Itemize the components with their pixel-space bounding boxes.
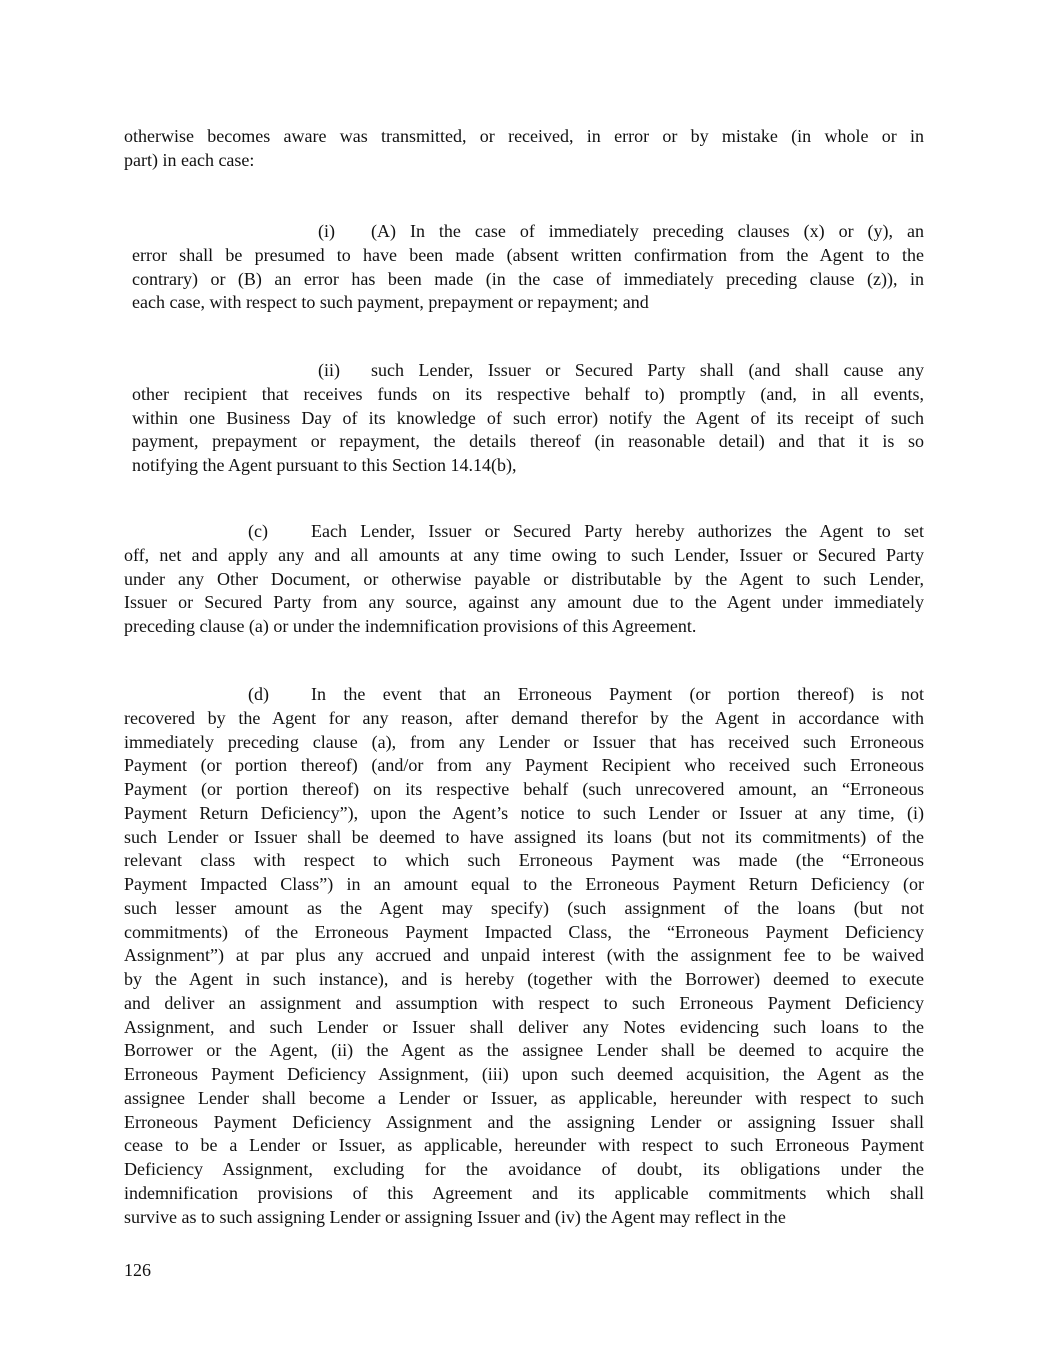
clause-first-line: (A) In the case of immediately preceding clauses (x) or (y), an: [371, 221, 924, 241]
text-line: under any Other Document, or otherwise payable or distributable by the Agent to such Lender,: [124, 568, 924, 589]
text-line: such lesser amount as the Agent may specify) (such assignment of the loans (but not: [124, 897, 924, 918]
clause-label: (i): [318, 221, 335, 241]
text-line: [124, 520, 924, 544]
clause-label: (d): [248, 684, 269, 704]
text-line: [124, 683, 924, 707]
text-line: indemnification provisions of this Agreement and its applicable commitments which shall: [124, 1182, 924, 1203]
page-number: 126: [124, 1260, 151, 1280]
paragraph-clause-ii: [132, 359, 924, 478]
text-line: commitments) of the Erroneous Payment Impacted Class, the “Erroneous Payment Deficiency: [124, 921, 924, 942]
paragraph-clause-c: [124, 520, 924, 639]
text-line: by the Agent in such instance), and is hereby (together with the Borrower) deemed to execute: [124, 969, 924, 989]
text-line: such Lender or Issuer shall be deemed to have assigned its loans (but not its commitments) of the: [124, 826, 924, 847]
text-line: immediately preceding clause (a), from any Lender or Issuer that has received such Erroneous: [124, 731, 924, 752]
text-line: relevant class with respect to which such Erroneous Payment was made (the “Erroneous: [124, 850, 924, 871]
text-line: and deliver an assignment and assumption with respect to such Erroneous Payment Deficiency: [124, 992, 924, 1013]
text-line: cease to be a Lender or Issuer, as applicable, hereunder with respect to such Erroneous Payment: [124, 1135, 924, 1156]
clause-first-line: In the event that an Erroneous Payment (or portion thereof) is not: [311, 684, 924, 704]
text-line: Borrower or the Agent, (ii) the Agent as the assignee Lender shall be deemed to acquire the: [124, 1040, 924, 1061]
text-line: survive as to such assigning Lender or assigning Issuer and (iv) the Agent may reflect in the: [124, 1206, 786, 1227]
paragraph-clause-d: [124, 683, 924, 1229]
text-line: notifying the Agent pursuant to this Section 14.14(b),: [132, 455, 517, 475]
text-line: Assignment, and such Lender or Issuer shall deliver any Notes evidencing such loans to the: [124, 1016, 924, 1037]
text-line: Erroneous Payment Deficiency Assignment, (iii) upon such deemed acquisition, the Agent as the: [124, 1064, 924, 1084]
text-line: Deficiency Assignment, excluding for the avoidance of doubt, its obligations under the: [124, 1159, 924, 1179]
text-line: each case, with respect to such payment, prepayment or repayment; and: [132, 292, 649, 313]
text-line: Payment Return Deficiency”), upon the Agent’s notice to such Lender or Issuer at any time, (i): [124, 802, 924, 823]
text-line: error shall be presumed to have been made (absent written confirmation from the Agent to the: [132, 244, 924, 265]
text-line: Assignment”) at par plus any accrued and unpaid interest (with the assignment fee to be waived: [124, 945, 924, 966]
text-line: Erroneous Payment Deficiency Assignment and the assigning Lender or assigning Issuer shall: [124, 1111, 924, 1132]
text-line: [132, 359, 924, 383]
text-line: [132, 220, 924, 244]
text-line: assignee Lender shall become a Lender or Issuer, as applicable, hereunder with respect to such: [124, 1087, 924, 1108]
text-line: contrary) or (B) an error has been made (in the case of immediately preceding clause (z)), in: [132, 268, 924, 289]
text-line: off, net and apply any and all amounts at any time owing to such Lender, Issuer or Secured Party: [124, 544, 924, 565]
text-line: within one Business Day of its knowledge of such error) notify the Agent of its receipt of such: [132, 407, 924, 428]
text-line: preceding clause (a) or under the indemnification provisions of this Agreement.: [124, 616, 697, 636]
clause-label: (c): [248, 521, 268, 541]
text-line: Payment Impacted Class”) in an amount equal to the Erroneous Payment Return Deficiency (or: [124, 874, 924, 894]
clause-label: (ii): [318, 360, 340, 380]
text-line: Payment (or portion thereof) (and/or from any Payment Recipient who received such Erroneous: [124, 755, 924, 776]
clause-first-line: Each Lender, Issuer or Secured Party hereby authorizes the Agent to set: [311, 521, 924, 541]
text-line: payment, prepayment or repayment, the details thereof (in reasonable detail) and that it is so: [132, 431, 924, 452]
text-line: Payment (or portion thereof) on its respective behalf (such unrecovered amount, an “Erroneous: [124, 779, 924, 799]
text-line: otherwise becomes aware was transmitted, or received, in error or by mistake (in whole or in: [124, 126, 924, 146]
clause-first-line: such Lender, Issuer or Secured Party shall (and shall cause any: [371, 360, 924, 380]
paragraph-continuation: [124, 125, 924, 173]
text-line: Issuer or Secured Party from any source, against any amount due to the Agent under immediately: [124, 592, 924, 613]
text-line: part) in each case:: [124, 149, 255, 170]
text-line: other recipient that receives funds on its respective behalf to) promptly (and, in all events,: [132, 383, 924, 404]
text-line: recovered by the Agent for any reason, after demand therefor by the Agent in accordance with: [124, 707, 924, 728]
paragraph-clause-i: [132, 220, 924, 315]
